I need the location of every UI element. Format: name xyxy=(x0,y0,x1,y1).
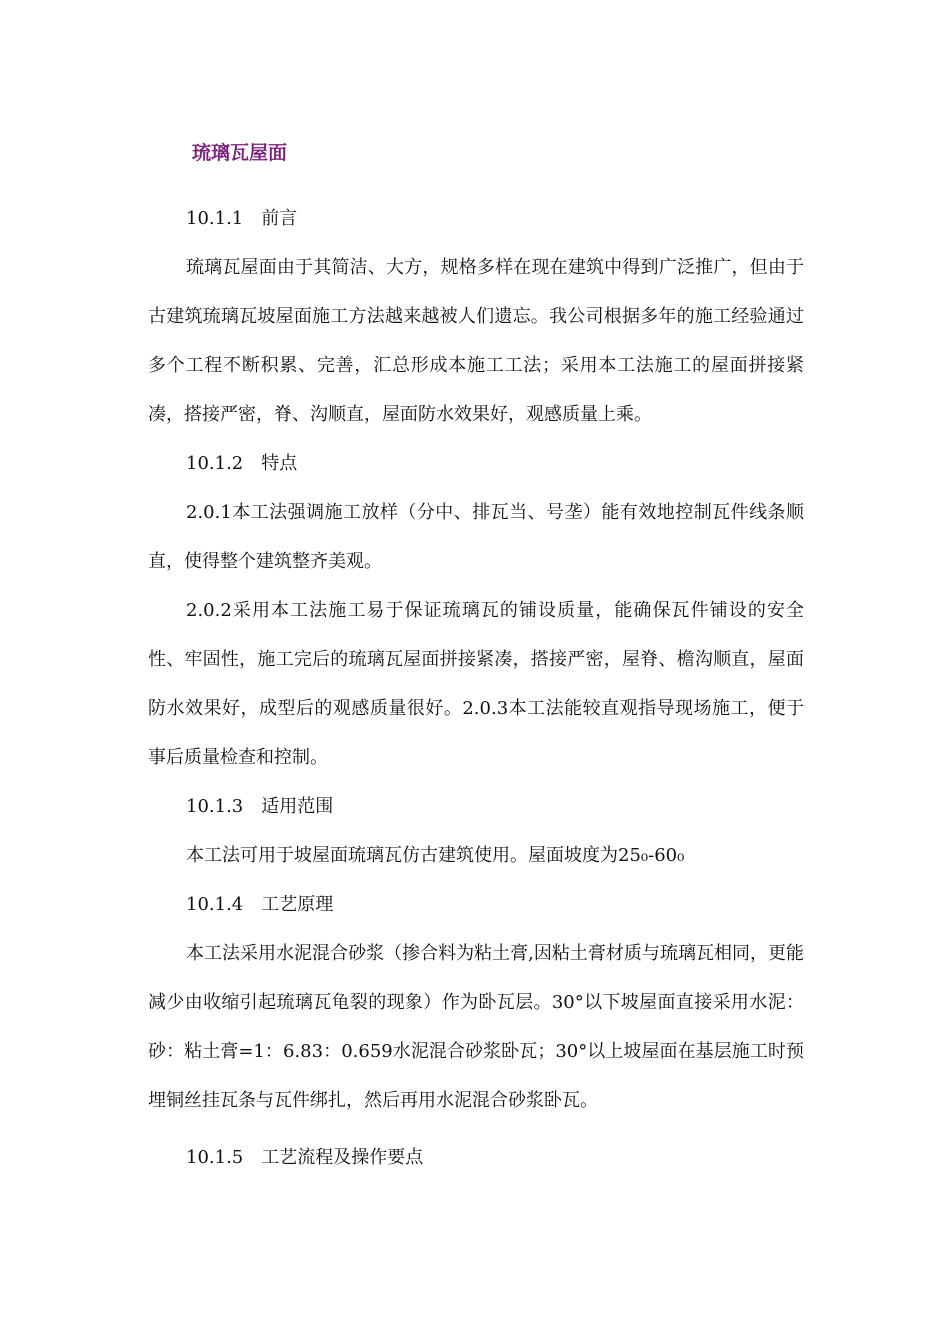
section-heading-features: 10.1.2 特点 xyxy=(186,453,298,474)
paragraph-feature-1: 2.0.1本工法强调施工放样（分中、排瓦当、号垄）能有效地控制瓦件线条顺直，使得整个建筑整齐美观。 xyxy=(148,502,804,572)
paragraph-feature-2: 2.0.2采用本工法施工易于保证琉璃瓦的铺设质量，能确保瓦件铺设的安全性、牢固性，施工完后的琉璃瓦屋面拼接紧凑，搭接严密，屋脊、檐沟顺直，屋面防水效果好，成型后的观感质量很好。2.0.3本工法能较直观指导现场施工，便于事后质量检查和控制。 xyxy=(148,600,804,768)
section-heading-process: 10.1.5 工艺流程及操作要点 xyxy=(186,1147,424,1168)
section-heading-principle: 10.1.4 工艺原理 xyxy=(186,894,334,915)
document-title: 琉璃瓦屋面 xyxy=(192,142,288,164)
document-body xyxy=(148,194,804,1182)
section-heading-scope: 10.1.3 适用范围 xyxy=(186,796,334,817)
paragraph-principle: 本工法采用水泥混合砂浆（掺合料为粘土膏,因粘土膏材质与琉璃瓦相同，更能减少由收缩引起琉璃瓦龟裂的现象）作为卧瓦层。30°以下坡屋面直接采用水泥：砂：粘土膏=1：6.83：0.659水泥混合砂浆卧瓦；30°以上坡屋面在基层施工时预埋铜丝挂瓦条与瓦件绑扎，然后再用水泥混合砂浆卧瓦。 xyxy=(148,943,804,1111)
paragraph-scope: 本工法可用于坡屋面琉璃瓦仿古建筑使用。屋面坡度为25₀-60₀ xyxy=(186,845,685,866)
section-heading-preface: 10.1.1 前言 xyxy=(186,208,298,229)
paragraph-preface: 琉璃瓦屋面由于其简洁、大方，规格多样在现在建筑中得到广泛推广，但由于古建筑琉璃瓦坡屋面施工方法越来越被人们遗忘。我公司根据多年的施工经验通过多个工程不断积累、完善，汇总形成本施工工法；采用本工法施工的屋面拼接紧凑，搭接严密，脊、沟顺直，屋面防水效果好，观感质量上乘。 xyxy=(148,257,804,425)
